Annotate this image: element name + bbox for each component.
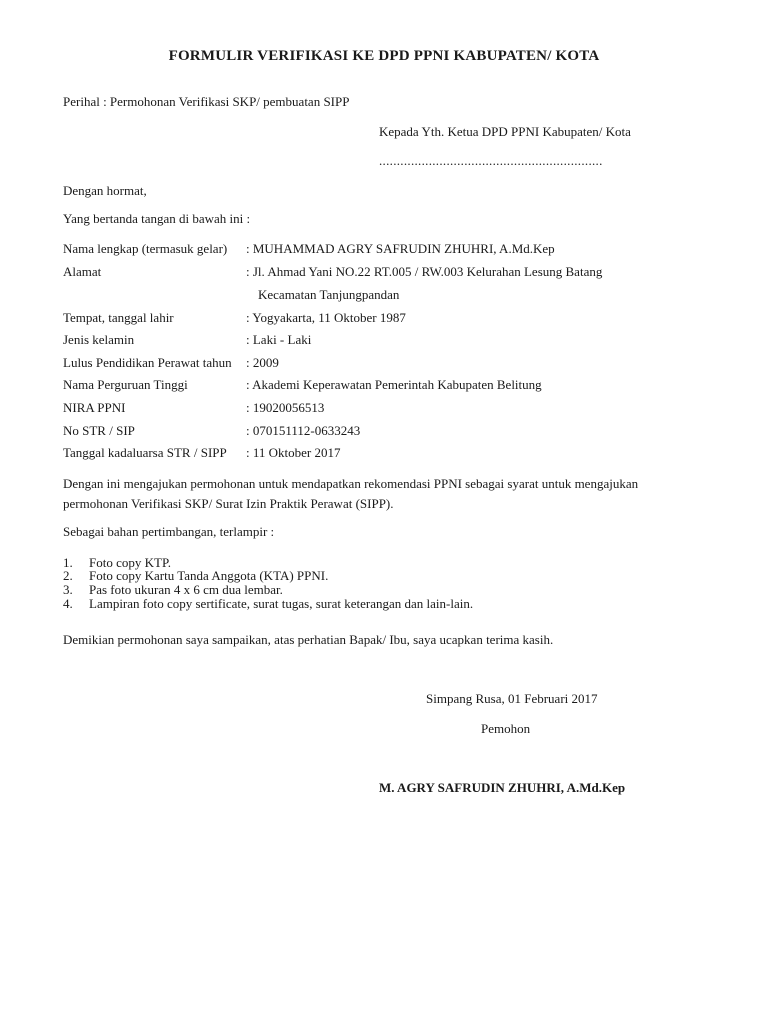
- field-value-nama: : MUHAMMAD AGRY SAFRUDIN ZHUHRI, A.Md.Kep: [246, 241, 555, 256]
- attachments-intro: Sebagai bahan pertimbangan, terlampir :: [63, 524, 275, 539]
- request-paragraph: Dengan ini mengajukan permohonan untuk mendapatkan rekomendasi PPNI sebagai syarat untuk mengajukan permohonan Verifikasi SKP/ Surat Izin Praktik Perawat (SIPP).: [63, 476, 639, 511]
- field-value-alamat: : Jl. Ahmad Yani NO.22 RT.005 / RW.003 Kelurahan Lesung Batang: [246, 264, 603, 279]
- attachment-item: Foto copy KTP.: [89, 555, 171, 570]
- salutation: Dengan hormat,: [63, 183, 147, 198]
- attachment-item: Lampiran foto copy sertificate, surat tugas, surat keterangan dan lain-lain.: [89, 596, 474, 611]
- field-value-nira: : 19020056513: [246, 400, 325, 415]
- intro-line: Yang bertanda tangan di bawah ini :: [63, 211, 251, 226]
- field-label-jenis-kelamin: Jenis kelamin: [63, 332, 135, 347]
- attachment-number: 4.: [63, 596, 73, 611]
- form-title: FORMULIR VERIFIKASI KE DPD PPNI KABUPATEN/ KOTA: [168, 48, 600, 64]
- field-label-lulus: Lulus Pendidikan Perawat tahun: [63, 355, 232, 370]
- field-value-lulus: : 2009: [246, 355, 279, 370]
- attachment-item: Pas foto ukuran 4 x 6 cm dua lembar.: [89, 582, 283, 597]
- field-value-ttl: : Yogyakarta, 11 Oktober 1987: [246, 310, 406, 325]
- signatory-name: M. AGRY SAFRUDIN ZHUHRI, A.Md.Kep: [379, 780, 626, 795]
- field-label-perguruan: Nama Perguruan Tinggi: [63, 377, 188, 392]
- attachment-number: 1.: [63, 555, 73, 570]
- field-value-jenis-kelamin: : Laki - Laki: [246, 332, 312, 347]
- field-label-alamat: Alamat: [63, 264, 102, 279]
- applicant-label: Pemohon: [481, 721, 531, 736]
- field-value-alamat-cont: Kecamatan Tanjungpandan: [258, 287, 400, 302]
- field-label-str: No STR / SIP: [63, 423, 135, 438]
- attachment-item: Foto copy Kartu Tanda Anggota (KTA) PPNI.: [89, 568, 329, 583]
- place-date: Simpang Rusa, 01 Februari 2017: [426, 691, 598, 706]
- field-value-str: : 070151112-0633243: [246, 423, 361, 438]
- field-label-nama: Nama lengkap (termasuk gelar): [63, 241, 228, 256]
- field-label-nira: NIRA PPNI: [63, 400, 126, 415]
- perihal-line: Perihal : Permohonan Verifikasi SKP/ pembuatan SIPP: [63, 94, 350, 109]
- recipient-line: Kepada Yth. Ketua DPD PPNI Kabupaten/ Kota: [379, 124, 631, 139]
- recipient-blank-line: ...............................................................: [379, 153, 603, 168]
- attachment-number: 3.: [63, 582, 73, 597]
- field-label-kadaluarsa: Tanggal kadaluarsa STR / SIPP: [63, 445, 227, 460]
- field-label-ttl: Tempat, tanggal lahir: [63, 310, 174, 325]
- attachment-number: 2.: [63, 568, 73, 583]
- closing-line: Demikian permohonan saya sampaikan, atas perhatian Bapak/ Ibu, saya ucapkan terima kasih.: [63, 632, 554, 647]
- field-value-kadaluarsa: : 11 Oktober 2017: [246, 445, 341, 460]
- field-value-perguruan: : Akademi Keperawatan Pemerintah Kabupaten Belitung: [246, 377, 542, 392]
